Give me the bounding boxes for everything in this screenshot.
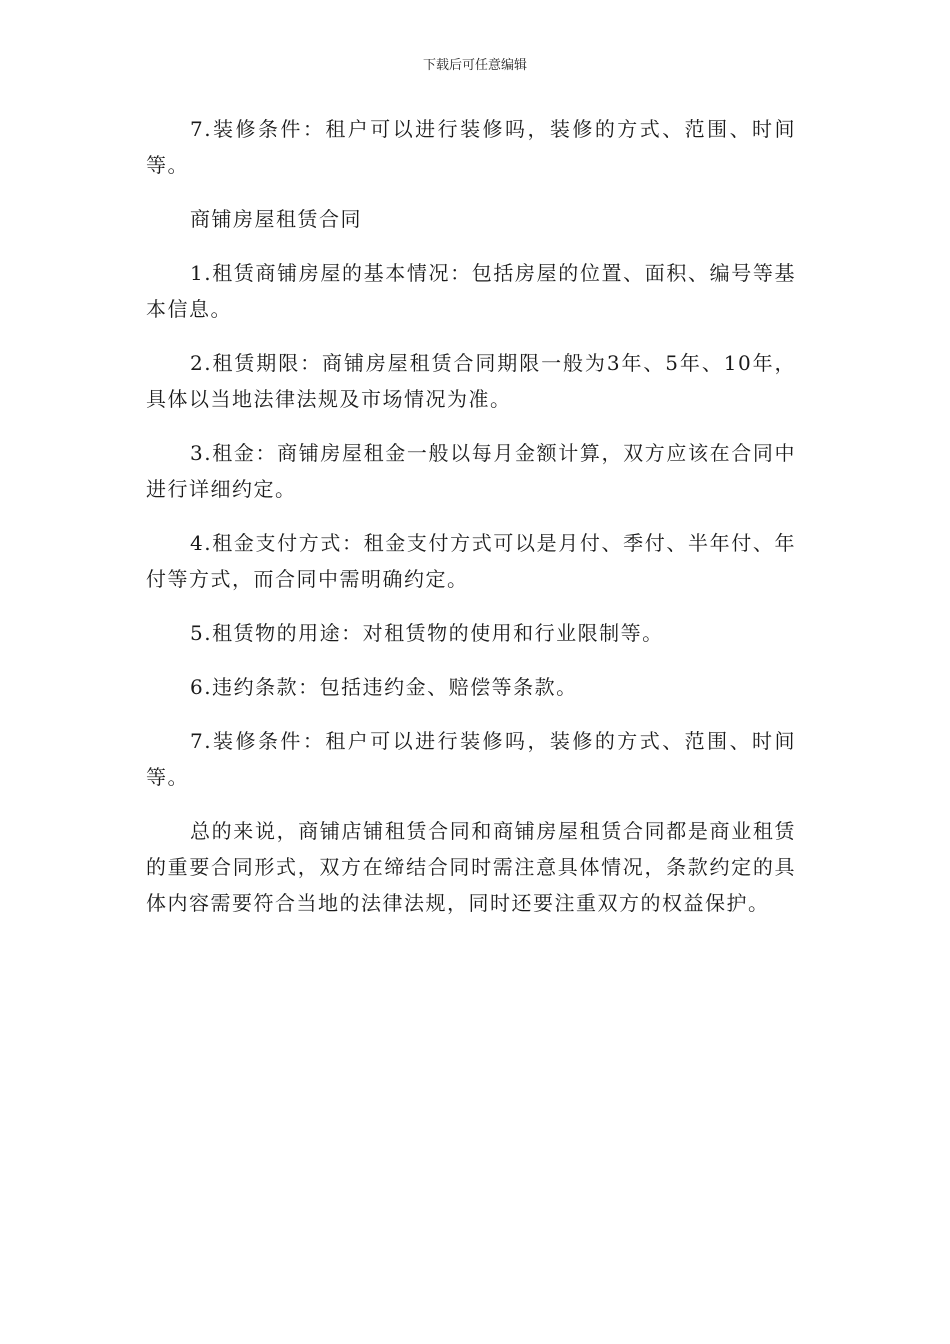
paragraph-breach-clause: 6.违约条款：包括违约金、赔偿等条款。: [190, 675, 578, 699]
document-body: [146, 111, 796, 939]
header-note: 下载后可任意编辑: [422, 58, 527, 73]
paragraph-lease-term: 2.租赁期限：商铺房屋租赁合同期限一般为3年、5年、10年，具体以当地法律法规及市场情况为准。: [146, 351, 796, 411]
paragraph-usage: 5.租赁物的用途：对租赁物的使用和行业限制等。: [190, 621, 664, 645]
paragraph-payment-method: 4.租金支付方式：租金支付方式可以是月付、季付、半年付、年付等方式，而合同中需明确约定。: [146, 531, 796, 591]
paragraph-rent: 3.租金：商铺房屋租金一般以每月金额计算，双方应该在合同中进行详细约定。: [146, 441, 796, 501]
paragraph-basic-info: 1.租赁商铺房屋的基本情况：包括房屋的位置、面积、编号等基本信息。: [146, 261, 796, 321]
paragraph-decoration-terms-2: 7.装修条件：租户可以进行装修吗，装修的方式、范围、时间等。: [146, 729, 796, 789]
paragraph-decoration-terms-1: 7.装修条件：租户可以进行装修吗，装修的方式、范围、时间等。: [146, 117, 796, 177]
section-heading-shop-house-lease: 商铺房屋租赁合同: [190, 207, 362, 231]
paragraph-summary: 总的来说，商铺店铺租赁合同和商铺房屋租赁合同都是商业租赁的重要合同形式，双方在缔结合同时需注意具体情况，条款约定的具体内容需要符合当地的法律法规，同时还要注重双方的权益保护。: [146, 819, 796, 915]
